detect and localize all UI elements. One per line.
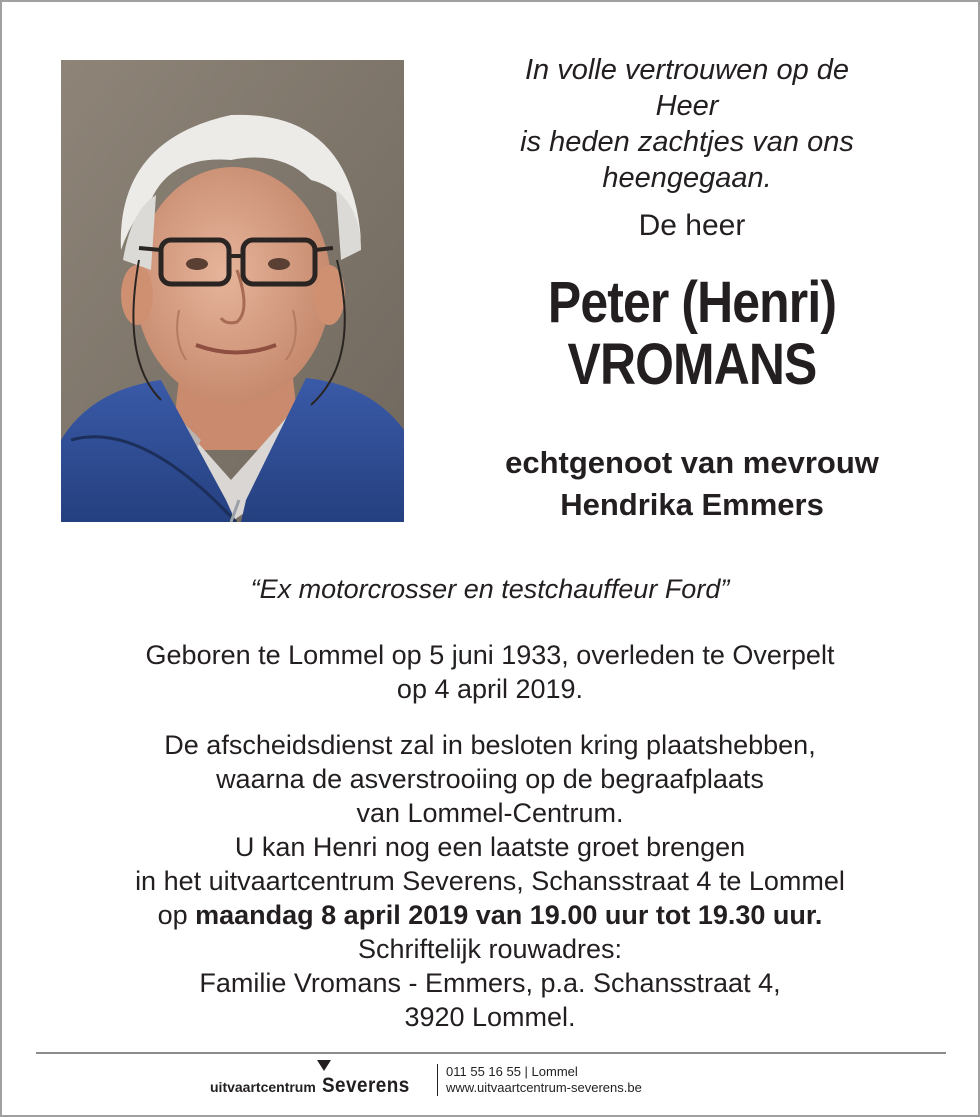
- brand-logo: [210, 1074, 419, 1098]
- intro-line: is heden zachtjes van ons: [520, 126, 854, 158]
- intro-line: In volle vertrouwen op de Heer: [524, 54, 850, 122]
- service-date-prefix: op: [157, 900, 196, 930]
- footer-divider: [36, 1052, 946, 1054]
- portrait-photo: [61, 60, 404, 522]
- intro-text: [517, 52, 857, 196]
- birth-death-line: Geboren te Lommel op 5 juni 1933, overleden te Overpelt: [145, 640, 835, 670]
- footer: [2, 1060, 978, 1100]
- service-date: maandag 8 april 2019 van 19.00 uur tot 19.30 uur.: [195, 900, 823, 930]
- service-line: waarna de asverstrooiing op de begraafplaats: [216, 764, 764, 794]
- service-info: [2, 728, 978, 1034]
- service-date-line: [2, 898, 978, 932]
- deceased-last-name: VROMANS: [567, 332, 817, 397]
- spouse-line: echtgenoot van mevrouw: [505, 445, 879, 480]
- spouse-info: [432, 442, 952, 526]
- birth-death-info: [2, 638, 978, 706]
- triangle-logo-icon: [317, 1060, 331, 1071]
- deceased-name: [468, 272, 915, 396]
- address-line: Familie Vromans - Emmers, p.a. Schansstraat 4,: [199, 968, 781, 998]
- brand-name: Severens: [321, 1074, 410, 1097]
- quote: “Ex motorcrosser en testchauffeur Ford”: [250, 574, 730, 604]
- website-link[interactable]: www.uitvaartcentrum-severens.be: [446, 1080, 642, 1095]
- service-line: in het uitvaartcentrum Severens, Schansstraat 4 te Lommel: [135, 866, 845, 896]
- title-line: De heer: [638, 209, 746, 242]
- service-line: De afscheidsdienst zal in besloten kring plaatshebben,: [164, 730, 816, 760]
- address-label: Schriftelijk rouwadres:: [357, 934, 623, 964]
- spouse-name: Hendrika Emmers: [560, 487, 824, 522]
- deceased-first-name: Peter (Henri): [547, 270, 837, 335]
- phone-location: 011 55 16 55 | Lommel: [446, 1064, 578, 1079]
- address-line: 3920 Lommel.: [404, 1002, 576, 1032]
- intro-line: heengegaan.: [602, 162, 772, 194]
- announcement-body: [2, 562, 978, 1056]
- footer-vertical-divider: [437, 1064, 438, 1096]
- brand-small-text: uitvaartcentrum: [210, 1079, 316, 1095]
- birth-death-line: op 4 april 2019.: [396, 674, 584, 704]
- service-line: U kan Henri nog een laatste groet brengen: [234, 832, 746, 862]
- contact-info: [446, 1064, 642, 1096]
- service-line: van Lommel-Centrum.: [356, 798, 624, 828]
- announcement-header: [432, 52, 952, 526]
